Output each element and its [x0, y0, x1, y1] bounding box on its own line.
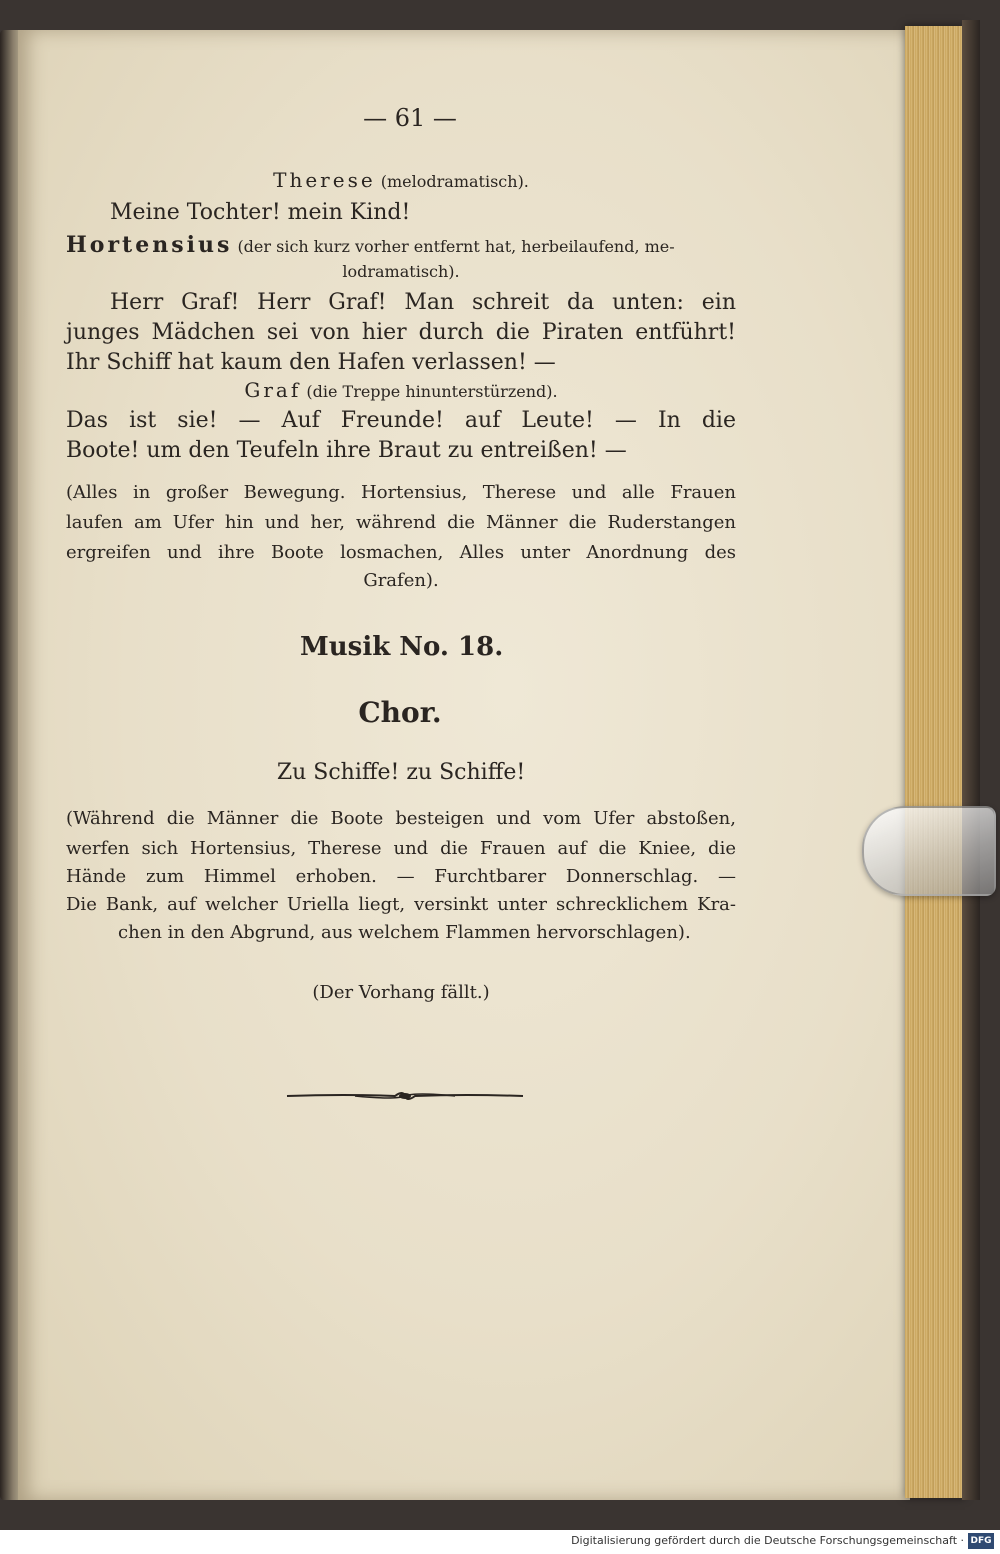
stage-direction-line: werfen sich Hortensius, Therese und die Frauen auf die Kniee, die [66, 838, 736, 859]
speaker-line-hortensius [66, 232, 736, 258]
ornamental-divider [285, 1084, 525, 1108]
speaker-line-graf [66, 378, 736, 402]
dialogue-line: Meine Tochter! mein Kind! [110, 200, 411, 225]
stage-direction: (der sich kurz vorher entfernt hat, herbeilaufend, me- [237, 237, 675, 256]
stage-direction-line: (Während die Männer die Boote besteigen und vom Ufer abstoßen, [66, 808, 736, 829]
stage-direction-line: laufen am Ufer hin und her, während die Männer die Ruderstangen [66, 512, 736, 533]
book-cover-edge [962, 20, 980, 1500]
dialogue-line: Das ist sie! — Auf Freunde! auf Leute! — In die [66, 408, 736, 433]
stage-direction: (melodramatisch). [380, 172, 529, 191]
dialogue-line: junges Mädchen sei von hier durch die Piraten entführt! [66, 320, 736, 345]
page-number: — 61 — [363, 104, 457, 132]
dfg-logo: DFG [968, 1533, 994, 1549]
stage-direction-line: Die Bank, auf welcher Uriella liegt, versinkt unter schrecklichem Kra- [66, 894, 736, 915]
speaker-name: Hortensius [66, 232, 233, 258]
dialogue-line: Boote! um den Teufeln ihre Braut zu entreißen! — [66, 438, 627, 463]
dialogue-line: Herr Graf! Herr Graf! Man schreit da unten: ein [110, 290, 736, 315]
footer-credit: Digitalisierung gefördert durch die Deutsche Forschungsgemeinschaft · [571, 1534, 964, 1547]
chor-heading: Chor. [358, 696, 442, 729]
digitization-footer [0, 1530, 1000, 1554]
paper-clip-slip [862, 806, 996, 896]
curtain-direction: (Der Vorhang fällt.) [312, 982, 490, 1003]
stage-direction-line: ergreifen und ihre Boote losmachen, Alles unter Anordnung des [66, 542, 736, 563]
stage-direction-line: chen in den Abgrund, aus welchem Flammen hervorschlagen). [118, 922, 691, 943]
stage-direction-line: (Alles in großer Bewegung. Hortensius, Therese und alle Frauen [66, 482, 736, 503]
speaker-name: Graf [244, 378, 302, 402]
stage-direction-line: Grafen). [363, 570, 439, 591]
speaker-line-therese [66, 168, 736, 192]
dialogue-line: Ihr Schiff hat kaum den Hafen verlassen! — [66, 350, 556, 375]
speaker-name: Therese [273, 168, 376, 192]
chorus-line: Zu Schiffe! zu Schiffe! [276, 760, 526, 785]
page-block-edges [905, 26, 965, 1498]
stage-direction: (die Treppe hinunterstürzend). [306, 382, 558, 401]
stage-direction-line: Hände zum Himmel erhoben. — Furchtbarer Donnerschlag. — [66, 866, 736, 887]
stage-direction-continued: lodramatisch). [342, 262, 460, 281]
musik-number-heading: Musik No. 18. [300, 632, 504, 662]
